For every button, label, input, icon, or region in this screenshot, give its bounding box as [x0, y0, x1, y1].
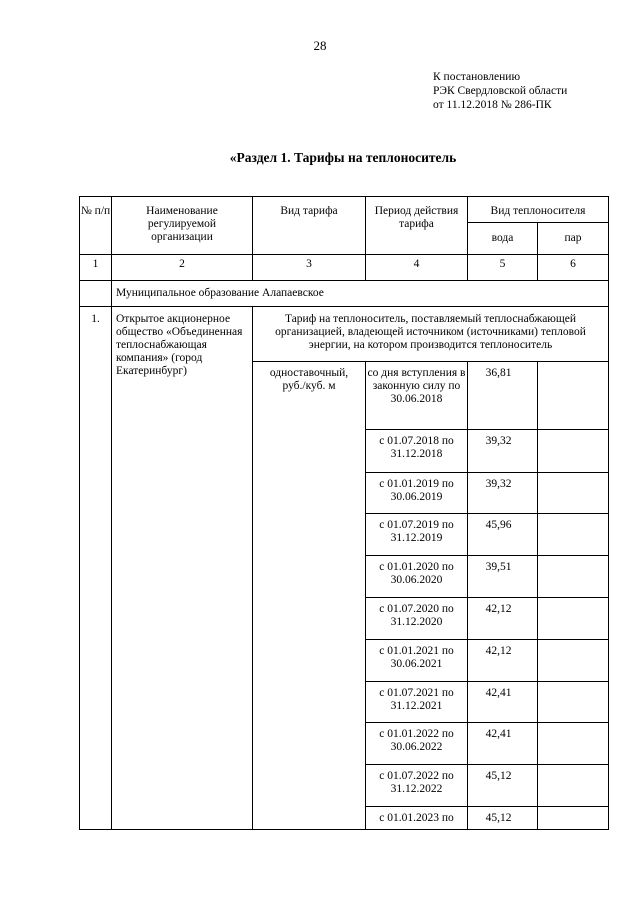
steam-value	[538, 362, 609, 430]
period-cell: с 01.01.2020 по 30.06.2020	[366, 556, 468, 598]
section-title: «Раздел 1. Тарифы на теплоноситель	[229, 150, 457, 165]
tariff-table	[79, 196, 609, 830]
col-number-1: 1	[80, 255, 112, 281]
water-value: 42,12	[468, 640, 538, 682]
column-numbers-row	[80, 255, 609, 281]
steam-value	[538, 473, 609, 514]
appendix-line-2: РЭК Свердловской области	[433, 85, 568, 97]
page-number: 28	[313, 38, 327, 53]
steam-value	[538, 682, 609, 723]
period-cell: с 01.01.2023 по	[366, 807, 468, 830]
water-value: 42,41	[468, 682, 538, 723]
period-cell: с 01.07.2018 по 31.12.2018	[366, 430, 468, 473]
tariff-kind: одноставочный, руб./куб. м	[253, 362, 366, 830]
header-steam: пар	[538, 223, 609, 255]
header-row	[80, 197, 609, 223]
col-number-5: 5	[468, 255, 538, 281]
steam-value	[538, 514, 609, 556]
header-carrier-type: Вид теплоносителя	[468, 197, 609, 223]
water-value: 45,12	[468, 765, 538, 807]
water-value: 39,51	[468, 556, 538, 598]
water-value: 39,32	[468, 430, 538, 473]
steam-value	[538, 430, 609, 473]
tariff-desc-row	[80, 307, 609, 362]
water-value: 45,96	[468, 514, 538, 556]
period-cell: с 01.01.2019 по 30.06.2019	[366, 473, 468, 514]
period-cell: с 01.07.2019 по 31.12.2019	[366, 514, 468, 556]
municipality-name: Муниципальное образование Алапаевское	[112, 281, 609, 307]
col-number-2: 2	[112, 255, 253, 281]
header-num: № п/п	[80, 197, 112, 255]
tariff-description: Тариф на теплоноситель, поставляемый теплоснабжающей организацией, владеющей источником (источниками) тепловой энергии, на котором производится теплоноситель	[253, 307, 609, 362]
col-number-6: 6	[538, 255, 609, 281]
header-period: Период действия тарифа	[366, 197, 468, 255]
water-value: 36,81	[468, 362, 538, 430]
period-cell: с 01.01.2022 по 30.06.2022	[366, 723, 468, 765]
appendix-line-3: от 11.12.2018 № 286-ПК	[433, 99, 552, 111]
period-cell: с 01.07.2022 по 31.12.2022	[366, 765, 468, 807]
water-value: 45,12	[468, 807, 538, 830]
period-cell: со дня вступления в законную силу по 30.06.2018	[366, 362, 468, 430]
municipality-row	[80, 281, 609, 307]
col-number-3: 3	[253, 255, 366, 281]
steam-value	[538, 765, 609, 807]
col-number-4: 4	[366, 255, 468, 281]
water-value: 42,12	[468, 598, 538, 640]
row-number: 1.	[80, 307, 112, 830]
water-value: 39,32	[468, 473, 538, 514]
steam-value	[538, 723, 609, 765]
organization-name: Открытое акционерное общество «Объединенная теплоснабжающая компания» (город Екатеринбург)	[112, 307, 253, 830]
appendix-reference	[433, 70, 567, 112]
header-organization: Наименование регулируемой организации	[112, 197, 253, 255]
steam-value	[538, 598, 609, 640]
header-tariff-type: Вид тарифа	[253, 197, 366, 255]
period-cell: с 01.01.2021 по 30.06.2021	[366, 640, 468, 682]
appendix-line-1: К постановлению	[433, 71, 521, 83]
water-value: 42,41	[468, 723, 538, 765]
steam-value	[538, 556, 609, 598]
steam-value	[538, 807, 609, 830]
period-cell: с 01.07.2020 по 31.12.2020	[366, 598, 468, 640]
header-water: вода	[468, 223, 538, 255]
steam-value	[538, 640, 609, 682]
period-cell: с 01.07.2021 по 31.12.2021	[366, 682, 468, 723]
